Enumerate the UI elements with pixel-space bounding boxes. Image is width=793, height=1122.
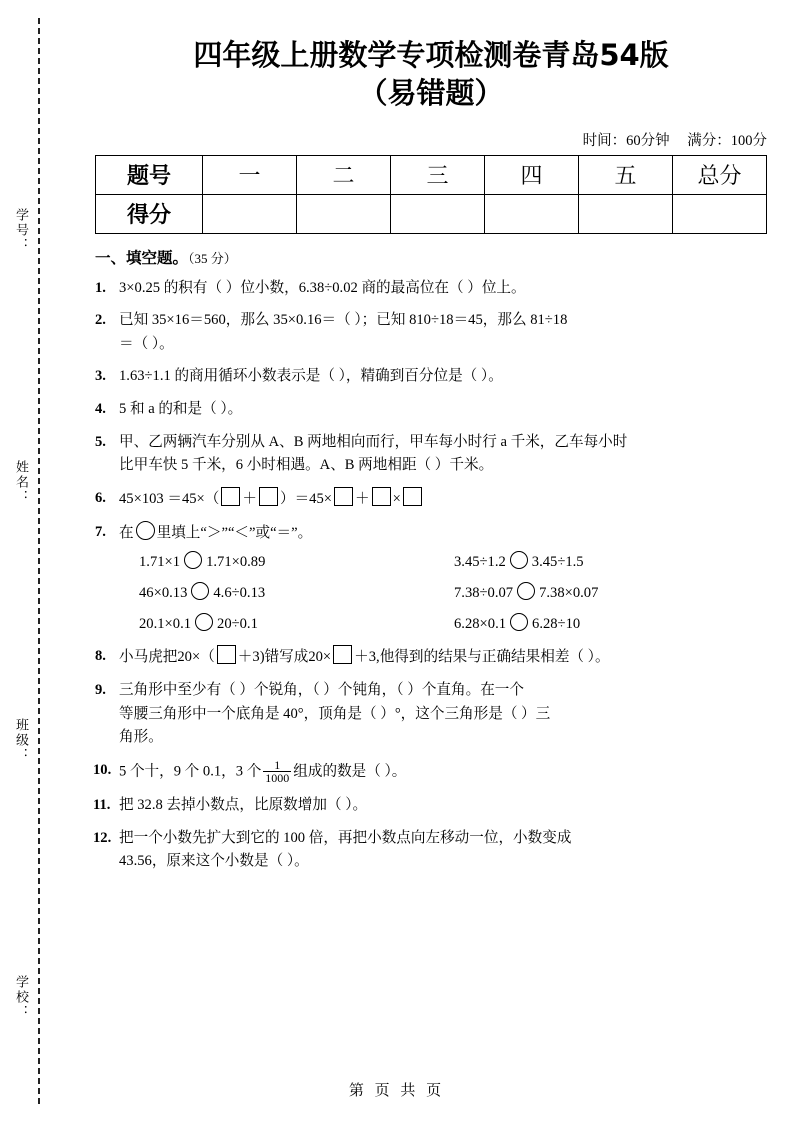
- q10-prefix: 5 个十，9 个 0.1，3 个: [119, 763, 262, 780]
- q6-prefix: 45×103 ＝45×（: [119, 491, 220, 508]
- q6-mid3: ＋: [355, 491, 370, 508]
- question-number: 12.: [93, 829, 112, 846]
- score-input-cell[interactable]: [297, 194, 391, 233]
- question-11: [95, 794, 767, 818]
- answer-box[interactable]: [334, 487, 353, 506]
- q8-prefix: 小马虎把20×（: [119, 649, 215, 666]
- answer-box[interactable]: [403, 487, 422, 506]
- compare-circle[interactable]: [191, 582, 209, 600]
- compare-right: 3.45÷1.5: [531, 554, 584, 571]
- score-table-cell: 总分: [673, 155, 767, 194]
- question-2: [95, 309, 767, 356]
- question-text: 1.63÷1.1 的商用循环小数表示是（ ），精确到百分位是（ ）。: [119, 368, 503, 385]
- q8-mid: ＋3)错写成20×: [237, 649, 332, 666]
- compare-circle[interactable]: [510, 551, 528, 569]
- compare-left: 46×0.13: [139, 584, 188, 601]
- score-table: [95, 155, 767, 234]
- side-label-name: 姓名：: [14, 460, 29, 505]
- comparison-row: [139, 613, 769, 637]
- compare-right: 20÷0.1: [217, 615, 258, 632]
- exam-full-score: 满分：100分: [687, 132, 767, 149]
- comparison-item: [454, 582, 769, 606]
- question-text-line3: 角形。: [119, 729, 163, 746]
- score-table-cell: 三: [391, 155, 485, 194]
- question-number: 1.: [95, 279, 106, 296]
- cut-dashed-line: [38, 18, 40, 1104]
- question-8: [95, 645, 767, 670]
- question-text: [119, 645, 767, 670]
- compare-left: 1.71×1: [139, 554, 181, 571]
- compare-left: 3.45÷1.2: [454, 554, 506, 571]
- question-12: [95, 827, 767, 874]
- q6-mid1: ＋: [242, 491, 257, 508]
- question-text: [119, 759, 767, 785]
- answer-box[interactable]: [217, 645, 236, 664]
- section-heading: [95, 246, 767, 268]
- comparison-row: [139, 551, 769, 575]
- score-input-cell[interactable]: [391, 194, 485, 233]
- exam-time: 时间：60分钟: [582, 132, 670, 149]
- question-7: [95, 521, 767, 637]
- question-number: 10.: [93, 761, 112, 778]
- question-text-line1: 把一个小数先扩大到它的 100 倍，再把小数点向左移动一位，小数变成: [119, 829, 572, 846]
- question-number: 6.: [95, 490, 106, 507]
- question-number: 5.: [95, 433, 106, 450]
- compare-right: 1.71×0.89: [206, 554, 266, 571]
- comparison-row: [139, 582, 769, 606]
- compare-circle[interactable]: [510, 613, 528, 631]
- score-input-cell[interactable]: [203, 194, 297, 233]
- question-10: [95, 759, 767, 785]
- q10-suffix: 组成的数是（ ）。: [293, 763, 407, 780]
- exam-content: [95, 28, 767, 874]
- question-text-line2: 等腰三角形中一个底角是 40°，顶角是（ ）°，这个三角形是（ ）三: [119, 705, 551, 722]
- question-text: [119, 521, 767, 546]
- question-number: 3.: [95, 368, 106, 385]
- table-row-header: [96, 155, 767, 194]
- compare-left: 7.38÷0.07: [454, 584, 514, 601]
- compare-circle[interactable]: [195, 613, 213, 631]
- compare-left: 6.28×0.1: [454, 615, 507, 632]
- table-row-score: [96, 194, 767, 233]
- question-text-line1: 三角形中至少有（ ）个锐角，（ ）个钝角，（ ）个直角。在一个: [119, 681, 524, 698]
- side-label-class: 班级：: [14, 718, 29, 763]
- title-line-1: 四年级上册数学专项检测卷青岛54版: [193, 38, 669, 72]
- score-table-cell: 四: [485, 155, 579, 194]
- question-text: 把 32.8 去掉小数点，比原数增加（ ）。: [119, 796, 368, 813]
- compare-right: 4.6÷0.13: [213, 584, 266, 601]
- fraction-numerator: 1: [274, 757, 281, 772]
- comparison-item: [454, 551, 769, 575]
- comparison-item: [139, 613, 454, 637]
- score-table-cell: 二: [297, 155, 391, 194]
- answer-box[interactable]: [372, 487, 391, 506]
- comparison-grid: [139, 551, 769, 636]
- question-text-line1: 甲、乙两辆汽车分别从 A、B 两地相向而行，甲车每小时行 a 千米，乙车每小时: [119, 433, 628, 450]
- comparison-item: [139, 551, 454, 575]
- fraction-denominator: 1000: [265, 771, 290, 786]
- q7-suffix: 里填上“＞”“＜”或“＝”。: [156, 524, 313, 541]
- compare-circle[interactable]: [136, 521, 155, 540]
- question-number: 7.: [95, 523, 106, 540]
- q7-prefix: 在: [119, 524, 134, 541]
- question-9: [95, 679, 767, 750]
- exam-meta: [95, 129, 767, 150]
- compare-circle[interactable]: [517, 582, 535, 600]
- question-number: 9.: [95, 681, 106, 698]
- question-4: [95, 398, 767, 422]
- section-title: 一、填空题。: [95, 248, 189, 267]
- comparison-item: [454, 613, 769, 637]
- answer-box[interactable]: [221, 487, 240, 506]
- score-input-cell[interactable]: [673, 194, 767, 233]
- q6-mid4: ×: [392, 491, 401, 508]
- q6-mid2: ）＝45×: [279, 491, 332, 508]
- answer-box[interactable]: [259, 487, 278, 506]
- question-text: [119, 487, 767, 512]
- question-number: 4.: [95, 401, 106, 418]
- title-line-2: （易错题）: [358, 76, 504, 111]
- score-table-cell: 五: [579, 155, 673, 194]
- question-text-line2: 比甲车快 5 千米，6 小时相遇。A、B 两地相距（ ）千米。: [119, 457, 494, 474]
- answer-box[interactable]: [333, 645, 352, 664]
- score-input-cell[interactable]: [485, 194, 579, 233]
- fraction: [263, 759, 291, 785]
- score-input-cell[interactable]: [579, 194, 673, 233]
- question-number: 11.: [93, 796, 111, 813]
- question-number: 2.: [95, 312, 106, 329]
- page-title: [95, 36, 767, 113]
- question-number: 8.: [95, 648, 106, 665]
- question-3: [95, 365, 767, 389]
- side-label-student-id: 学号：: [14, 208, 29, 253]
- compare-left: 20.1×0.1: [139, 615, 192, 632]
- question-text-line2: 43.56，原来这个小数是（ ）。: [119, 853, 309, 870]
- compare-right: 6.28÷10: [532, 615, 581, 632]
- question-6: [95, 487, 767, 512]
- side-label-school: 学校：: [14, 975, 29, 1020]
- section-points: （35 分）: [188, 250, 237, 266]
- score-table-cell: 得分: [96, 194, 203, 233]
- question-text: 5 和 a 的和是（ ）。: [119, 401, 243, 418]
- q8-suffix: ＋3,他得到的结果与正确结果相差（ ）。: [354, 649, 610, 666]
- page-footer: 第 页 共 页: [348, 1081, 445, 1099]
- question-text: 3×0.25 的积有（ ）位小数，6.38÷0.02 商的最高位在（ ）位上。: [119, 279, 526, 296]
- question-1: [95, 277, 767, 301]
- score-table-cell: 一: [203, 155, 297, 194]
- compare-circle[interactable]: [184, 551, 202, 569]
- question-5: [95, 431, 767, 478]
- compare-right: 7.38×0.07: [539, 584, 599, 601]
- question-text-line1: 已知 35×16＝560，那么 35×0.16＝（ ）；已知 810÷18＝45，那么 81÷18: [119, 312, 568, 329]
- question-text-line2: ＝（ ）。: [119, 335, 174, 352]
- score-table-cell: 题号: [96, 155, 203, 194]
- side-label-group: [8, 0, 36, 1122]
- comparison-item: [139, 582, 454, 606]
